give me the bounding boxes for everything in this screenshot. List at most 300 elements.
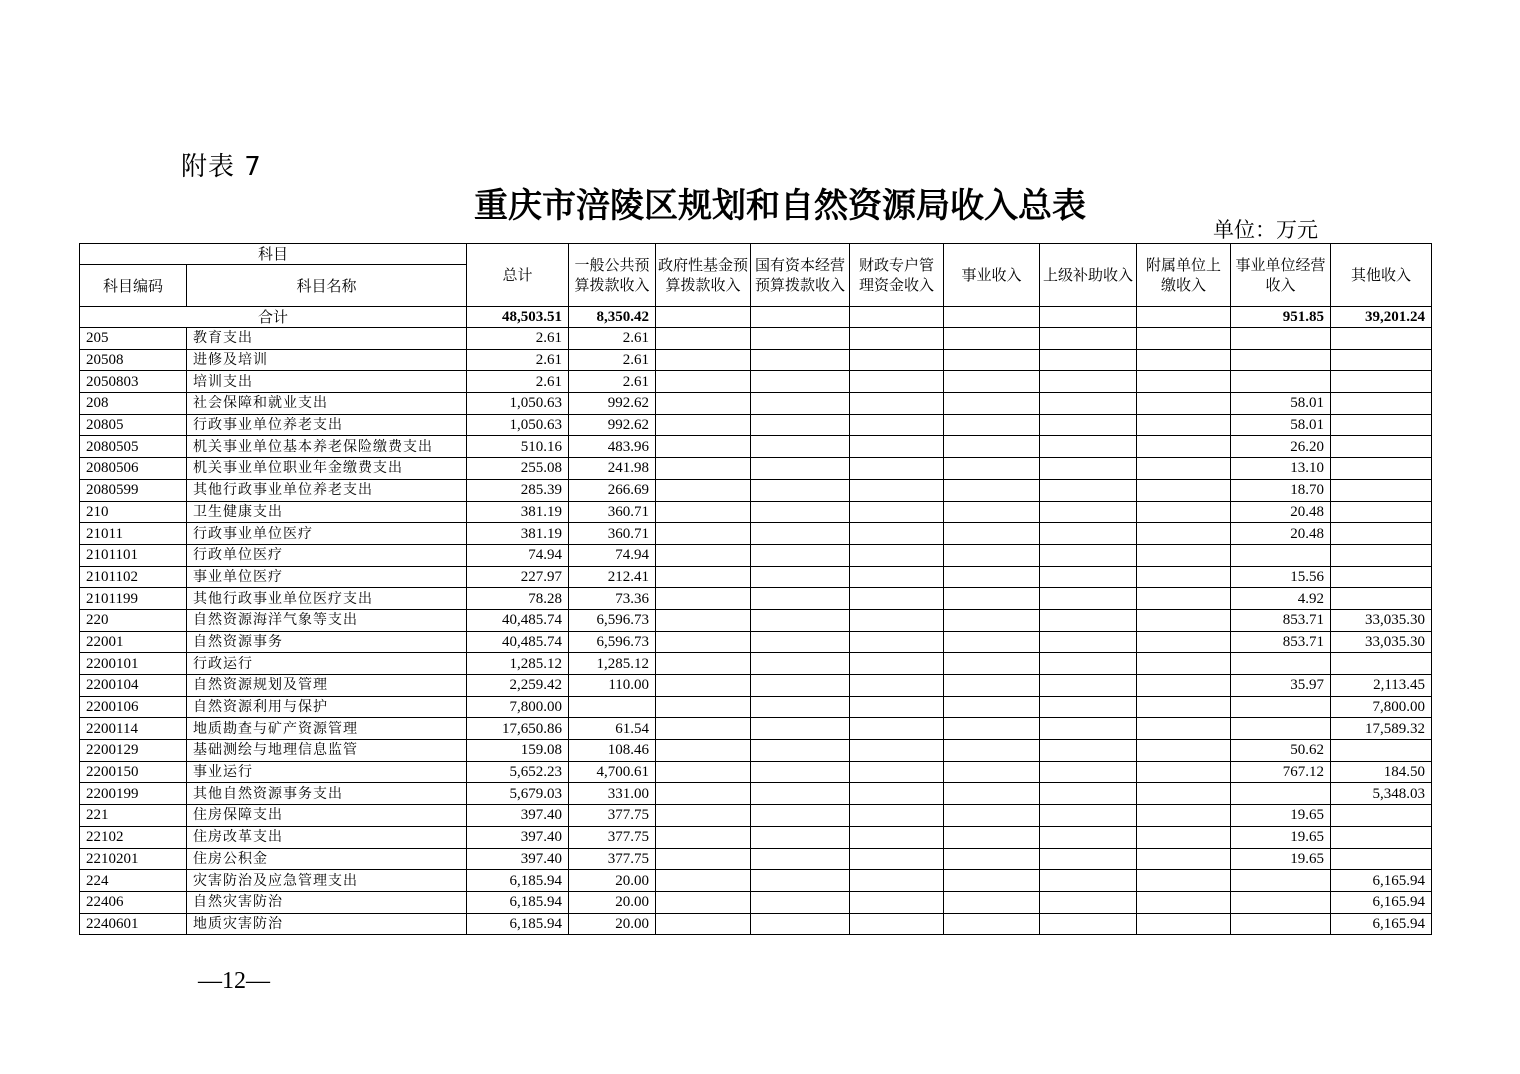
cell-fiscal-special-fund [850, 631, 944, 653]
cell-state-capital-budget [751, 783, 850, 805]
cell-operating-income [1231, 696, 1331, 718]
cell-other-income [1331, 393, 1432, 415]
header-total: 总计 [467, 244, 569, 307]
cell-business-income [944, 609, 1040, 631]
cell-fiscal-special-fund [850, 675, 944, 697]
cell-affiliated-unit [1137, 501, 1231, 523]
totals-gov-fund-budget [656, 307, 751, 328]
cell-total: 5,652.23 [467, 761, 569, 783]
cell-state-capital-budget [751, 805, 850, 827]
cell-general-public-budget: 483.96 [569, 436, 656, 458]
cell-code: 21011 [80, 523, 187, 545]
cell-superior-subsidy [1040, 740, 1137, 762]
cell-operating-income [1231, 913, 1331, 935]
cell-name: 住房公积金 [187, 848, 467, 870]
cell-superior-subsidy [1040, 848, 1137, 870]
header-subject-name: 科目名称 [187, 265, 467, 307]
cell-operating-income [1231, 653, 1331, 675]
cell-total: 510.16 [467, 436, 569, 458]
cell-total: 381.19 [467, 523, 569, 545]
cell-code: 2200106 [80, 696, 187, 718]
cell-general-public-budget: 6,596.73 [569, 609, 656, 631]
cell-gov-fund-budget [656, 913, 751, 935]
cell-name: 地质勘查与矿产资源管理 [187, 718, 467, 740]
cell-general-public-budget: 6,596.73 [569, 631, 656, 653]
cell-gov-fund-budget [656, 349, 751, 371]
table-row [80, 783, 1432, 805]
page-number: —12— [198, 968, 270, 994]
cell-operating-income: 19.65 [1231, 848, 1331, 870]
totals-fiscal-special-fund [850, 307, 944, 328]
cell-fiscal-special-fund [850, 393, 944, 415]
cell-state-capital-budget [751, 718, 850, 740]
cell-code: 2200101 [80, 653, 187, 675]
table-row [80, 371, 1432, 393]
cell-general-public-budget: 73.36 [569, 588, 656, 610]
page-title: 重庆市涪陵区规划和自然资源局收入总表 [474, 186, 1086, 226]
cell-gov-fund-budget [656, 848, 751, 870]
cell-superior-subsidy [1040, 631, 1137, 653]
cell-gov-fund-budget [656, 458, 751, 480]
header-fiscal-special-fund: 财政专户管理资金收入 [850, 244, 944, 307]
cell-name: 行政事业单位医疗 [187, 523, 467, 545]
table-row [80, 675, 1432, 697]
cell-fiscal-special-fund [850, 414, 944, 436]
cell-fiscal-special-fund [850, 609, 944, 631]
cell-total: 397.40 [467, 848, 569, 870]
header-general-public-budget: 一般公共预算拨款收入 [569, 244, 656, 307]
cell-gov-fund-budget [656, 826, 751, 848]
table-row [80, 740, 1432, 762]
cell-total: 74.94 [467, 544, 569, 566]
cell-business-income [944, 393, 1040, 415]
cell-affiliated-unit [1137, 696, 1231, 718]
cell-superior-subsidy [1040, 566, 1137, 588]
header-superior-subsidy: 上级补助收入 [1040, 244, 1137, 307]
cell-affiliated-unit [1137, 913, 1231, 935]
cell-total: 159.08 [467, 740, 569, 762]
cell-superior-subsidy [1040, 653, 1137, 675]
cell-general-public-budget: 108.46 [569, 740, 656, 762]
table-row [80, 761, 1432, 783]
cell-other-income [1331, 848, 1432, 870]
cell-other-income [1331, 501, 1432, 523]
cell-name: 地质灾害防治 [187, 913, 467, 935]
cell-other-income: 33,035.30 [1331, 609, 1432, 631]
cell-operating-income: 50.62 [1231, 740, 1331, 762]
cell-name: 自然资源利用与保护 [187, 696, 467, 718]
cell-gov-fund-budget [656, 566, 751, 588]
cell-total: 2.61 [467, 371, 569, 393]
cell-other-income [1331, 653, 1432, 675]
cell-state-capital-budget [751, 393, 850, 415]
cell-state-capital-budget [751, 328, 850, 350]
cell-state-capital-budget [751, 544, 850, 566]
cell-fiscal-special-fund [850, 696, 944, 718]
cell-gov-fund-budget [656, 696, 751, 718]
cell-gov-fund-budget [656, 675, 751, 697]
cell-affiliated-unit [1137, 479, 1231, 501]
cell-business-income [944, 805, 1040, 827]
cell-gov-fund-budget [656, 718, 751, 740]
cell-gov-fund-budget [656, 328, 751, 350]
cell-name: 培训支出 [187, 371, 467, 393]
cell-superior-subsidy [1040, 414, 1137, 436]
cell-general-public-budget: 2.61 [569, 371, 656, 393]
cell-other-income [1331, 349, 1432, 371]
cell-business-income [944, 848, 1040, 870]
cell-general-public-budget: 992.62 [569, 393, 656, 415]
cell-total: 78.28 [467, 588, 569, 610]
cell-total: 2.61 [467, 349, 569, 371]
cell-fiscal-special-fund [850, 349, 944, 371]
cell-name: 社会保障和就业支出 [187, 393, 467, 415]
cell-state-capital-budget [751, 653, 850, 675]
header-other-income: 其他收入 [1331, 244, 1432, 307]
cell-gov-fund-budget [656, 891, 751, 913]
cell-superior-subsidy [1040, 501, 1137, 523]
annex-label: 附表 7 [181, 152, 262, 182]
cell-business-income [944, 523, 1040, 545]
table-row [80, 328, 1432, 350]
cell-business-income [944, 588, 1040, 610]
cell-code: 2101199 [80, 588, 187, 610]
table-row [80, 566, 1432, 588]
table-row [80, 501, 1432, 523]
table-row [80, 631, 1432, 653]
cell-gov-fund-budget [656, 414, 751, 436]
cell-state-capital-budget [751, 371, 850, 393]
cell-affiliated-unit [1137, 414, 1231, 436]
table-row [80, 479, 1432, 501]
cell-fiscal-special-fund [850, 740, 944, 762]
cell-name: 进修及培训 [187, 349, 467, 371]
cell-name: 自然灾害防治 [187, 891, 467, 913]
table-row [80, 848, 1432, 870]
cell-total: 1,285.12 [467, 653, 569, 675]
cell-fiscal-special-fund [850, 783, 944, 805]
cell-code: 208 [80, 393, 187, 415]
cell-state-capital-budget [751, 523, 850, 545]
cell-gov-fund-budget [656, 740, 751, 762]
cell-other-income: 184.50 [1331, 761, 1432, 783]
unit-label: 单位：万元 [1213, 218, 1318, 242]
cell-general-public-budget: 360.71 [569, 523, 656, 545]
cell-fiscal-special-fund [850, 826, 944, 848]
cell-other-income [1331, 566, 1432, 588]
cell-name: 事业运行 [187, 761, 467, 783]
cell-superior-subsidy [1040, 479, 1137, 501]
cell-business-income [944, 740, 1040, 762]
cell-gov-fund-budget [656, 436, 751, 458]
cell-business-income [944, 328, 1040, 350]
cell-code: 20805 [80, 414, 187, 436]
cell-fiscal-special-fund [850, 891, 944, 913]
cell-superior-subsidy [1040, 696, 1137, 718]
cell-code: 2240601 [80, 913, 187, 935]
cell-name: 行政事业单位养老支出 [187, 414, 467, 436]
cell-code: 22102 [80, 826, 187, 848]
cell-fiscal-special-fund [850, 566, 944, 588]
cell-affiliated-unit [1137, 393, 1231, 415]
cell-gov-fund-budget [656, 653, 751, 675]
cell-business-income [944, 783, 1040, 805]
cell-name: 行政单位医疗 [187, 544, 467, 566]
cell-name: 住房改革支出 [187, 826, 467, 848]
cell-superior-subsidy [1040, 523, 1137, 545]
cell-affiliated-unit [1137, 349, 1231, 371]
cell-affiliated-unit [1137, 566, 1231, 588]
cell-operating-income: 18.70 [1231, 479, 1331, 501]
cell-fiscal-special-fund [850, 501, 944, 523]
header-gov-fund-budget: 政府性基金预算拨款收入 [656, 244, 751, 307]
cell-other-income: 33,035.30 [1331, 631, 1432, 653]
cell-code: 2200129 [80, 740, 187, 762]
cell-general-public-budget: 1,285.12 [569, 653, 656, 675]
cell-superior-subsidy [1040, 761, 1137, 783]
table-row [80, 891, 1432, 913]
table-row [80, 414, 1432, 436]
cell-fiscal-special-fund [850, 544, 944, 566]
cell-total: 285.39 [467, 479, 569, 501]
totals-row [80, 307, 1432, 328]
cell-affiliated-unit [1137, 523, 1231, 545]
header-subject-code: 科目编码 [80, 265, 187, 307]
cell-general-public-budget: 20.00 [569, 891, 656, 913]
cell-superior-subsidy [1040, 458, 1137, 480]
totals-superior-subsidy [1040, 307, 1137, 328]
cell-general-public-budget: 2.61 [569, 328, 656, 350]
income-summary-table [79, 243, 1432, 935]
cell-code: 22001 [80, 631, 187, 653]
cell-gov-fund-budget [656, 588, 751, 610]
cell-operating-income: 35.97 [1231, 675, 1331, 697]
cell-state-capital-budget [751, 436, 850, 458]
cell-operating-income [1231, 870, 1331, 892]
cell-business-income [944, 414, 1040, 436]
cell-general-public-budget: 61.54 [569, 718, 656, 740]
header-operating-income: 事业单位经营收入 [1231, 244, 1331, 307]
cell-total: 381.19 [467, 501, 569, 523]
cell-code: 2200199 [80, 783, 187, 805]
cell-other-income [1331, 588, 1432, 610]
cell-superior-subsidy [1040, 371, 1137, 393]
cell-operating-income: 13.10 [1231, 458, 1331, 480]
totals-state-capital-budget [751, 307, 850, 328]
cell-general-public-budget: 992.62 [569, 414, 656, 436]
cell-gov-fund-budget [656, 783, 751, 805]
cell-general-public-budget: 212.41 [569, 566, 656, 588]
cell-superior-subsidy [1040, 436, 1137, 458]
cell-operating-income [1231, 371, 1331, 393]
cell-operating-income [1231, 328, 1331, 350]
cell-affiliated-unit [1137, 328, 1231, 350]
cell-name: 机关事业单位职业年金缴费支出 [187, 458, 467, 480]
cell-superior-subsidy [1040, 913, 1137, 935]
cell-gov-fund-budget [656, 631, 751, 653]
table-body [80, 328, 1432, 935]
cell-state-capital-budget [751, 566, 850, 588]
cell-operating-income: 19.65 [1231, 805, 1331, 827]
table-row [80, 349, 1432, 371]
table-row [80, 805, 1432, 827]
cell-fiscal-special-fund [850, 848, 944, 870]
table-row [80, 544, 1432, 566]
cell-superior-subsidy [1040, 609, 1137, 631]
cell-state-capital-budget [751, 458, 850, 480]
cell-business-income [944, 566, 1040, 588]
cell-affiliated-unit [1137, 783, 1231, 805]
table-row [80, 609, 1432, 631]
cell-total: 5,679.03 [467, 783, 569, 805]
totals-other-income: 39,201.24 [1331, 307, 1432, 328]
totals-operating-income: 951.85 [1231, 307, 1331, 328]
cell-total: 7,800.00 [467, 696, 569, 718]
cell-total: 6,185.94 [467, 870, 569, 892]
cell-fiscal-special-fund [850, 371, 944, 393]
cell-code: 2200104 [80, 675, 187, 697]
cell-general-public-budget: 20.00 [569, 913, 656, 935]
cell-superior-subsidy [1040, 328, 1137, 350]
cell-operating-income: 767.12 [1231, 761, 1331, 783]
cell-code: 2210201 [80, 848, 187, 870]
table-row [80, 826, 1432, 848]
cell-other-income: 17,589.32 [1331, 718, 1432, 740]
table-row [80, 870, 1432, 892]
cell-name: 其他自然资源事务支出 [187, 783, 467, 805]
cell-code: 2050803 [80, 371, 187, 393]
cell-business-income [944, 501, 1040, 523]
cell-state-capital-budget [751, 588, 850, 610]
cell-business-income [944, 349, 1040, 371]
cell-business-income [944, 761, 1040, 783]
cell-state-capital-budget [751, 913, 850, 935]
cell-code: 221 [80, 805, 187, 827]
cell-operating-income: 15.56 [1231, 566, 1331, 588]
cell-general-public-budget: 4,700.61 [569, 761, 656, 783]
header-affiliated-unit: 附属单位上缴收入 [1137, 244, 1231, 307]
table-row [80, 393, 1432, 415]
totals-business-income [944, 307, 1040, 328]
cell-code: 2080506 [80, 458, 187, 480]
cell-business-income [944, 653, 1040, 675]
cell-code: 210 [80, 501, 187, 523]
cell-other-income [1331, 805, 1432, 827]
cell-other-income [1331, 826, 1432, 848]
cell-other-income: 6,165.94 [1331, 870, 1432, 892]
cell-state-capital-budget [751, 414, 850, 436]
cell-other-income [1331, 371, 1432, 393]
cell-state-capital-budget [751, 826, 850, 848]
cell-operating-income: 26.20 [1231, 436, 1331, 458]
cell-other-income [1331, 414, 1432, 436]
cell-name: 其他行政事业单位养老支出 [187, 479, 467, 501]
cell-general-public-budget: 377.75 [569, 848, 656, 870]
cell-superior-subsidy [1040, 393, 1137, 415]
cell-general-public-budget: 266.69 [569, 479, 656, 501]
cell-name: 自然资源海洋气象等支出 [187, 609, 467, 631]
cell-general-public-budget: 110.00 [569, 675, 656, 697]
cell-name: 住房保障支出 [187, 805, 467, 827]
cell-operating-income [1231, 718, 1331, 740]
cell-name: 卫生健康支出 [187, 501, 467, 523]
cell-operating-income: 853.71 [1231, 631, 1331, 653]
cell-gov-fund-budget [656, 609, 751, 631]
cell-affiliated-unit [1137, 631, 1231, 653]
cell-fiscal-special-fund [850, 458, 944, 480]
cell-business-income [944, 479, 1040, 501]
cell-affiliated-unit [1137, 675, 1231, 697]
cell-affiliated-unit [1137, 544, 1231, 566]
totals-general-public-budget: 8,350.42 [569, 307, 656, 328]
cell-total: 2.61 [467, 328, 569, 350]
cell-other-income [1331, 328, 1432, 350]
cell-code: 224 [80, 870, 187, 892]
cell-other-income [1331, 479, 1432, 501]
cell-total: 40,485.74 [467, 631, 569, 653]
cell-operating-income: 58.01 [1231, 393, 1331, 415]
cell-state-capital-budget [751, 870, 850, 892]
cell-code: 2080505 [80, 436, 187, 458]
totals-label: 合计 [80, 307, 467, 328]
table-row [80, 436, 1432, 458]
cell-code: 205 [80, 328, 187, 350]
cell-operating-income: 19.65 [1231, 826, 1331, 848]
cell-total: 397.40 [467, 826, 569, 848]
cell-name: 自然资源事务 [187, 631, 467, 653]
cell-business-income [944, 371, 1040, 393]
cell-operating-income: 20.48 [1231, 501, 1331, 523]
cell-fiscal-special-fund [850, 436, 944, 458]
cell-other-income [1331, 544, 1432, 566]
cell-name: 其他行政事业单位医疗支出 [187, 588, 467, 610]
cell-total: 397.40 [467, 805, 569, 827]
cell-general-public-budget: 360.71 [569, 501, 656, 523]
cell-gov-fund-budget [656, 393, 751, 415]
cell-name: 灾害防治及应急管理支出 [187, 870, 467, 892]
cell-superior-subsidy [1040, 870, 1137, 892]
cell-name: 自然资源规划及管理 [187, 675, 467, 697]
cell-superior-subsidy [1040, 826, 1137, 848]
cell-operating-income [1231, 544, 1331, 566]
cell-superior-subsidy [1040, 718, 1137, 740]
cell-name: 教育支出 [187, 328, 467, 350]
cell-gov-fund-budget [656, 501, 751, 523]
cell-total: 6,185.94 [467, 891, 569, 913]
cell-general-public-budget: 74.94 [569, 544, 656, 566]
cell-general-public-budget: 241.98 [569, 458, 656, 480]
cell-fiscal-special-fund [850, 328, 944, 350]
cell-state-capital-budget [751, 479, 850, 501]
cell-operating-income [1231, 783, 1331, 805]
cell-business-income [944, 696, 1040, 718]
cell-general-public-budget: 377.75 [569, 826, 656, 848]
cell-affiliated-unit [1137, 740, 1231, 762]
table-row [80, 653, 1432, 675]
cell-fiscal-special-fund [850, 653, 944, 675]
cell-state-capital-budget [751, 696, 850, 718]
cell-code: 2101102 [80, 566, 187, 588]
cell-business-income [944, 913, 1040, 935]
cell-gov-fund-budget [656, 870, 751, 892]
cell-gov-fund-budget [656, 371, 751, 393]
cell-other-income [1331, 740, 1432, 762]
cell-fiscal-special-fund [850, 479, 944, 501]
table-row [80, 696, 1432, 718]
cell-affiliated-unit [1137, 609, 1231, 631]
cell-code: 2200114 [80, 718, 187, 740]
cell-business-income [944, 436, 1040, 458]
